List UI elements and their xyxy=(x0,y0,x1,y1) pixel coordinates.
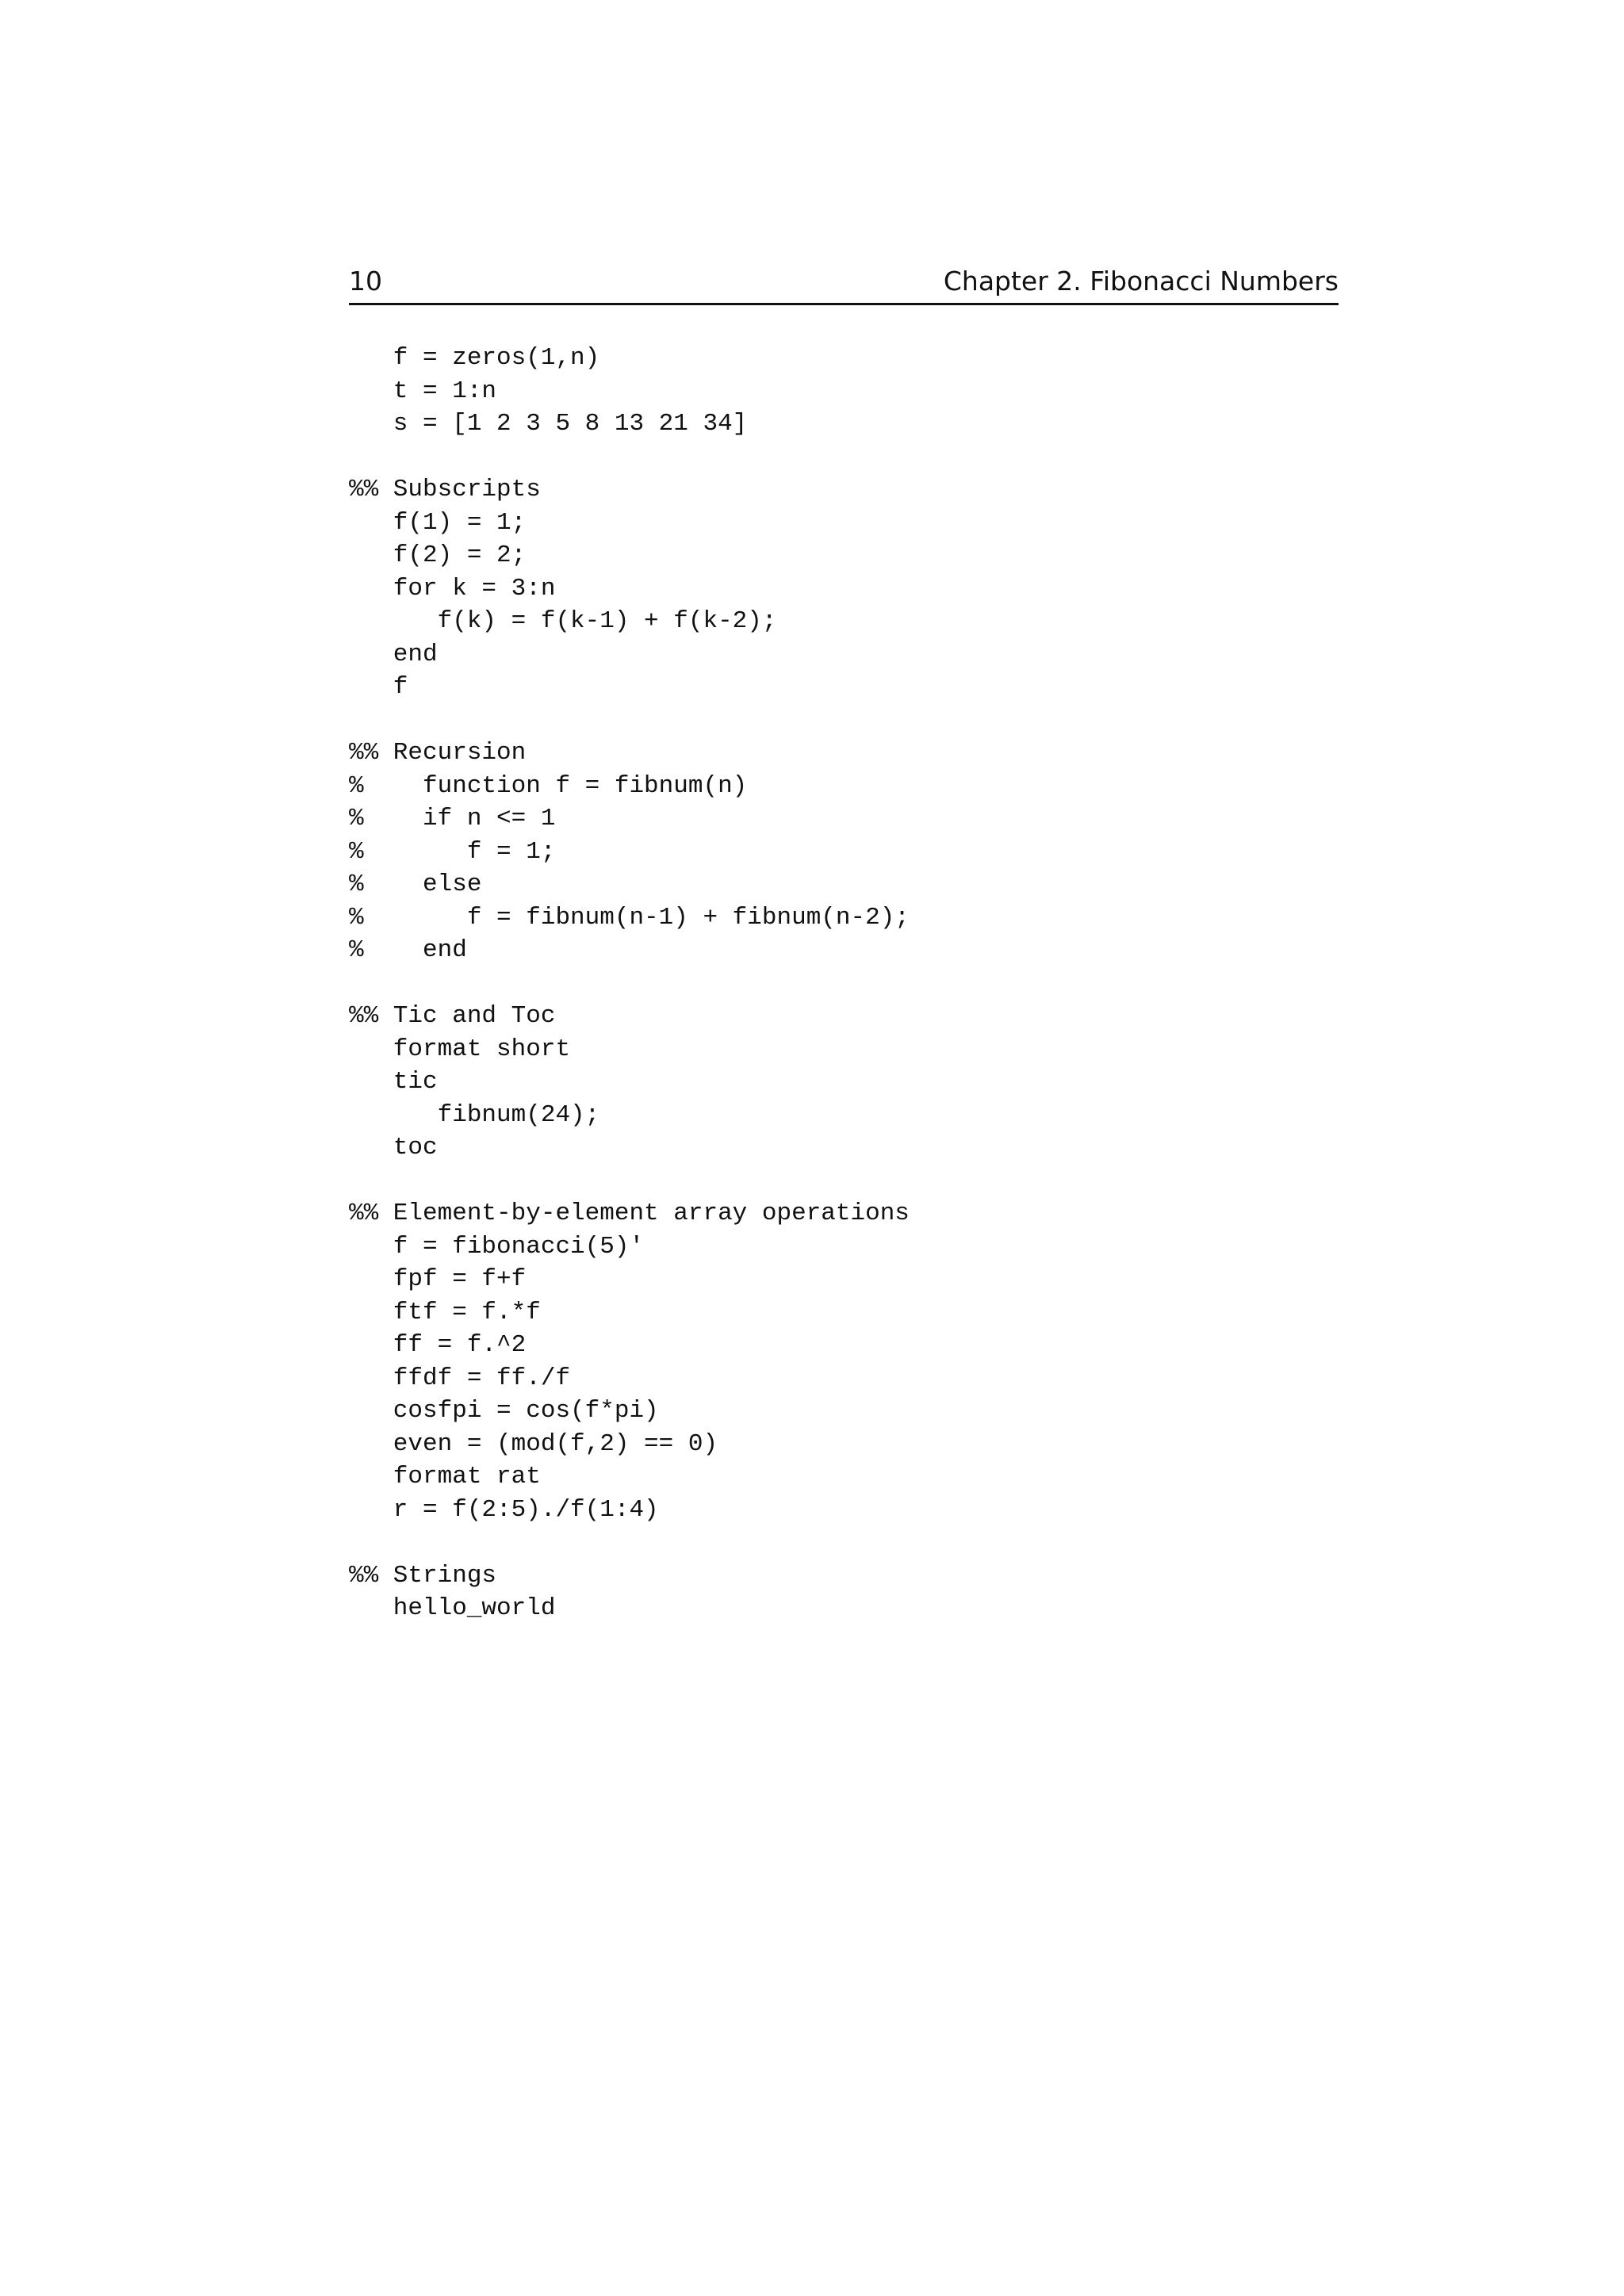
code-line: fibnum(24); xyxy=(349,1100,600,1129)
code-line: % function f = fibnum(n) xyxy=(349,771,748,800)
code-line: fpf = f+f xyxy=(349,1265,527,1293)
code-line: %% Tic and Toc xyxy=(349,1002,556,1030)
running-title: Chapter 2. Fibonacci Numbers xyxy=(943,266,1339,297)
code-line: s = [1 2 3 5 8 13 21 34] xyxy=(349,410,748,438)
code-line: ff = f.^2 xyxy=(349,1331,527,1359)
code-line: % end xyxy=(349,936,467,964)
code-line: f xyxy=(349,673,408,701)
code-line: cosfpi = cos(f*pi) xyxy=(349,1397,659,1425)
code-listing xyxy=(349,342,910,1625)
code-line: f = fibonacci(5)' xyxy=(349,1232,645,1261)
code-line: %% Recursion xyxy=(349,739,527,767)
code-line: for k = 3:n xyxy=(349,574,556,603)
code-line: %% Element-by-element array operations xyxy=(349,1200,910,1227)
code-line: f = zeros(1,n) xyxy=(349,344,600,372)
code-line: %% Strings xyxy=(349,1561,497,1590)
code-line: end xyxy=(349,640,438,668)
code-line: ffdf = ff./f xyxy=(349,1364,571,1392)
code-line xyxy=(349,967,910,1001)
code-line: % f = fibnum(n-1) + fibnum(n-2); xyxy=(349,903,910,932)
code-line: even = (mod(f,2) == 0) xyxy=(349,1429,718,1458)
page-header xyxy=(349,262,1339,305)
code-line: %% Subscripts xyxy=(349,476,541,503)
code-line: ftf = f.*f xyxy=(349,1298,541,1326)
code-line xyxy=(349,1526,910,1559)
code-line: format rat xyxy=(349,1463,541,1490)
code-line xyxy=(349,1165,910,1198)
code-line xyxy=(349,704,910,737)
code-line: f(1) = 1; xyxy=(349,508,527,537)
code-line xyxy=(349,441,910,474)
code-line: tic xyxy=(349,1068,438,1096)
code-line: % else xyxy=(349,871,482,898)
code-line: % if n <= 1 xyxy=(349,805,556,832)
code-line: % f = 1; xyxy=(349,837,556,866)
code-line: f(2) = 2; xyxy=(349,541,527,569)
code-line: r = f(2:5)./f(1:4) xyxy=(349,1495,659,1524)
code-line: t = 1:n xyxy=(349,377,497,405)
code-line: hello_world xyxy=(349,1594,556,1622)
code-line: toc xyxy=(349,1134,438,1161)
code-line: format short xyxy=(349,1035,571,1063)
code-line: f(k) = f(k-1) + f(k-2); xyxy=(349,607,777,635)
page-number: 10 xyxy=(349,266,382,297)
